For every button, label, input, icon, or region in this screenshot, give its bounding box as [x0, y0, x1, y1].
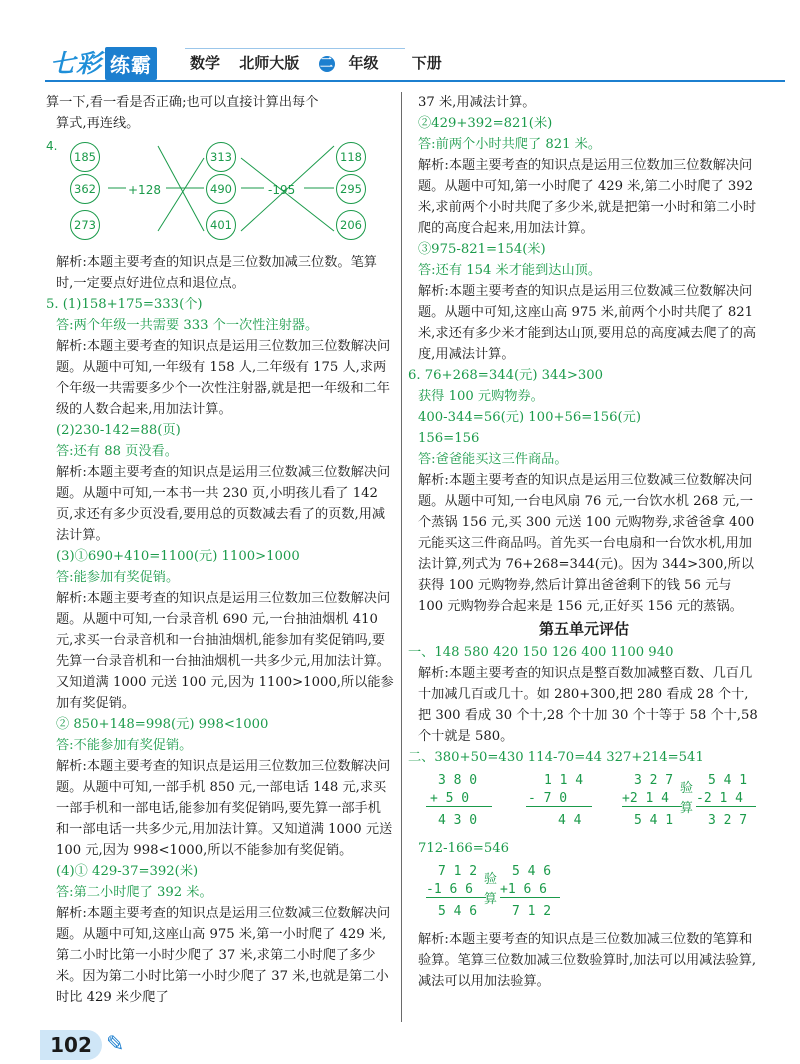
- header-rule-top: [185, 48, 405, 49]
- answer-formula: ② 850+148=998(元) 998<1000: [56, 717, 269, 732]
- question-number: 4.: [46, 139, 58, 153]
- calc-digit: 3 8 0: [438, 773, 478, 788]
- analysis-text: 解析:本题主要考查的知识点是三位数加减三位数的笔算和验算。笔算三位数加减三位数验算时,加法可以用减法验算,减法可以用加法验算。: [418, 932, 757, 989]
- answer-text: 获得 100 元购物券。: [418, 389, 544, 404]
- number-circle: 185: [70, 142, 100, 172]
- vertical-calculations-row2: [408, 859, 760, 929]
- term: 下册: [411, 54, 442, 72]
- check-label: 验: [484, 872, 498, 887]
- calc-digit: -2 1 4: [696, 791, 743, 806]
- analysis-text: 解析:本题主要考查的知识点是运用三位数减三位数解决问题。从题中可知,一本书一共 230 页,小明孩儿看了 142 页,求还有多少页没看,要用总的页数减去看了的页数,用减法计算。: [56, 465, 391, 543]
- calc-digit: 3 2 7: [708, 813, 748, 828]
- analysis-text: 解析:本题主要考查的知识点是三位数加减三位数。笔算时,一定要点好进位点和退位点。: [56, 255, 377, 291]
- answer-formula: 6. 76+268=344(元) 344>300: [408, 368, 604, 383]
- answer-text: 答:爸爸能买这三件商品。: [418, 452, 568, 467]
- vertical-calculations-row1: [408, 768, 760, 838]
- calc-digit: 5 4 6: [512, 864, 552, 879]
- subject: 数学: [190, 54, 221, 72]
- number-circle: 362: [70, 174, 100, 204]
- calc-digit: 1 1 4: [544, 773, 584, 788]
- calc-digit: + 5 0: [430, 791, 470, 806]
- analysis-text: 解析:本题主要考查的知识点是整百数加减整百数、几百几十加减几百或几十。如 280+300,把 280 看成 28 个十,把 300 看成 30 个十,28 个十加 30 个十等于 58 个十,58 个十就是 580。: [418, 666, 758, 744]
- book-info: [190, 52, 456, 73]
- answer-formula: 400-344=56(元) 100+56=156(元): [418, 410, 641, 425]
- text-line: 算一下,看一看是否正确;也可以直接计算出每个: [46, 95, 319, 110]
- analysis-text: 解析:本题主要考查的知识点是运用三位数加三位数解决问题。从题中可知,第一小时爬了 429 米,第二小时爬了 392 米,求前两个小时共爬了多少米,就是把第一小时和第二小时爬的高度合起来,用加法计算。: [418, 158, 757, 236]
- calc-digit: 7 1 2: [512, 904, 552, 919]
- calc-digit: 3 2 7: [634, 773, 674, 788]
- answer-formula: ②429+392=821(米): [418, 116, 553, 131]
- page-number: 102: [40, 1030, 102, 1060]
- answer-text: 答:前两个小时共爬了 821 米。: [418, 137, 602, 152]
- edition: 北师大版: [239, 54, 300, 72]
- calc-digit: 7 1 2: [438, 864, 478, 879]
- number-circle: 401: [206, 210, 236, 240]
- column-divider: [401, 92, 402, 1022]
- analysis-text: 解析:本题主要考查的知识点是运用三位数加三位数解决问题。从题中可知,一部手机 850 元,一部电话 148 元,求买一部手机和一部电话,能参加有奖促销吗,要先算一部手机和一部电话一共多少元,用加法计算。又知道满 1000 元送 100 元,因为 998<1000,所以不能参加有奖促销。: [56, 759, 393, 858]
- analysis-text: 解析:本题主要考查的知识点是运用三位数加三位数解决问题。从题中可知,一台录音机 690 元,一台抽油烟机 410 元,求买一台录音机和一台抽油烟机,能参加有奖促销吗,要先算一台录音机和一台抽油烟机一共多少元,用加法计算。又知道满 1000 元送 100 元,因为 1100>1000,所以能参加有奖促销。: [56, 591, 394, 711]
- calc-digit: 5 4 1: [708, 773, 748, 788]
- analysis-text: 解析:本题主要考查的知识点是运用三位数加三位数解决问题。从题中可知,一年级有 158 人,二年级有 175 人,求两个年级一共需要多少个一次性注射器,就是把一年级和二年级的人数合起来,用加法计算。: [56, 339, 391, 417]
- operation-label: +128: [128, 183, 161, 197]
- calc-digit: 5 4 6: [438, 904, 478, 919]
- brand-logo: 七彩 练霸: [50, 44, 157, 80]
- text-line: 37 米,用减法计算。: [418, 95, 536, 110]
- analysis-text: 解析:本题主要考查的知识点是运用三位数减三位数解决问题。从题中可知,这座山高 975 米,前两个小时共爬了 821 米,求还有多少米才能到达山顶,要用总的高度减去爬了的高度,用减法计算。: [418, 284, 757, 362]
- answer-formula: 一、148 580 420 150 126 400 1100 940: [408, 645, 674, 660]
- header-rule: [45, 80, 785, 82]
- left-column: [46, 92, 394, 1008]
- number-circle: 490: [206, 174, 236, 204]
- answer-formula: 712-166=546: [418, 841, 510, 856]
- number-circle: 118: [336, 142, 366, 172]
- grade: 二 年级: [319, 54, 379, 72]
- answer-formula: (2)230-142=88(页): [56, 423, 181, 438]
- answer-formula: 5. (1)158+175=333(个): [46, 297, 203, 312]
- number-circle: 313: [206, 142, 236, 172]
- answer-formula: (4)① 429-37=392(米): [56, 864, 199, 879]
- calc-digit: 5 4 1: [634, 813, 674, 828]
- number-circle: 295: [336, 174, 366, 204]
- check-label: 算: [680, 801, 694, 816]
- calc-digit: -1 6 6: [426, 882, 473, 897]
- number-circle: 206: [336, 210, 366, 240]
- answer-text: 答:还有 88 页没看。: [56, 444, 178, 459]
- answer-formula: ③975-821=154(米): [418, 242, 546, 257]
- right-column: [408, 92, 760, 992]
- answer-text: 答:能参加有奖促销。: [56, 570, 180, 585]
- section-title: 第五单元评估: [538, 620, 629, 638]
- answer-formula: 二、380+50=430 114-70=44 327+214=541: [408, 750, 704, 765]
- operation-label: -195: [268, 183, 296, 197]
- answer-formula: (3)①690+410=1100(元) 1100>1000: [56, 549, 300, 564]
- text-line: 算式,再连线。: [56, 116, 140, 131]
- answer-text: 答:不能参加有奖促销。: [56, 738, 193, 753]
- analysis-text: 解析:本题主要考查的知识点是运用三位数减三位数解决问题。从题中可知,这座山高 975 米,第一小时爬了 429 米,第二小时比第一小时少爬了 37 米,求第二小时爬了多少米。因为第二小时比第一小时少爬了 37 米,也就是第二小时比 429 米少爬了: [56, 906, 391, 1005]
- answer-text: 答:还有 154 米才能到达山顶。: [418, 263, 602, 278]
- answer-text: 答:第二小时爬了 392 米。: [56, 885, 213, 900]
- calc-digit: +1 6 6: [500, 882, 547, 897]
- page-header: [0, 0, 800, 92]
- calc-digit: 4 3 0: [438, 813, 478, 828]
- calc-digit: - 7 0: [528, 791, 568, 806]
- pencil-icon: ✎: [106, 1032, 125, 1057]
- check-label: 算: [484, 892, 498, 907]
- calc-digit: 4 4: [558, 813, 582, 828]
- analysis-text: 解析:本题主要考查的知识点是运用三位数减三位数解决问题。从题中可知,一台电风扇 76 元,一台饮水机 268 元,一个蒸锅 156 元,买 300 元送 100 元购物券,求爸爸拿 400 元能买这三件商品吗。首先买一台电扇和一台饮水机,用加法计算,列式为 76+268=344(元)。因为 344>300,所以获得 100 元购物券,然后计算出爸爸剩下的钱 56 元与 100 元购物券合起来是 156 元,正好买 156 元的蒸锅。: [418, 473, 755, 614]
- check-label: 验: [680, 781, 694, 796]
- answer-text: 答:两个年级一共需要 333 个一次性注射器。: [56, 318, 319, 333]
- answer-formula: 156=156: [418, 431, 480, 446]
- q4-matching-diagram: [46, 136, 394, 248]
- number-circle: 273: [70, 210, 100, 240]
- calc-digit: +2 1 4: [622, 791, 669, 806]
